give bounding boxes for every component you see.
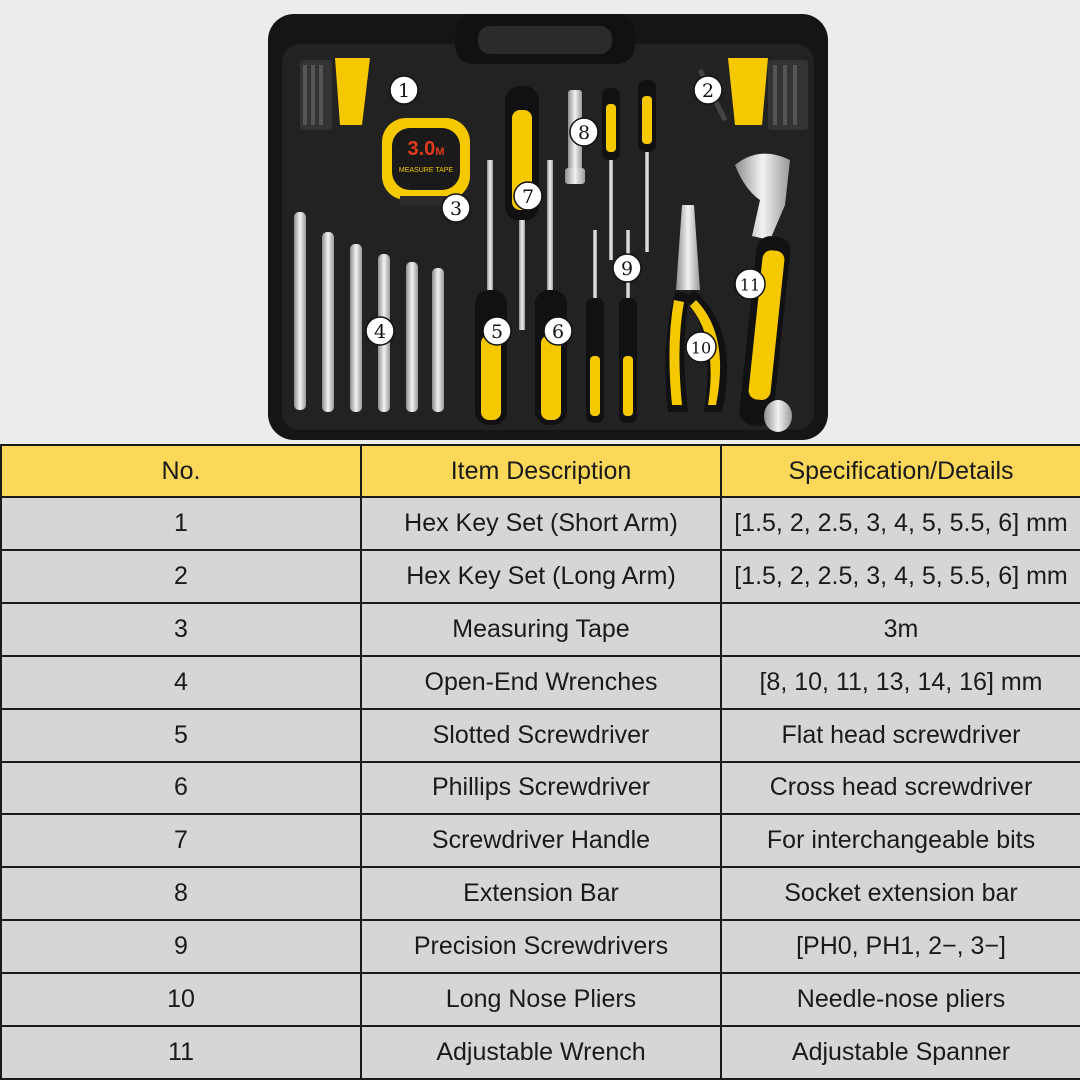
callout-7	[514, 182, 542, 210]
cell-specification: [8, 10, 11, 13, 14, 16] mm	[721, 656, 1080, 709]
table-row	[1, 550, 1080, 603]
cell-specification: [PH0, PH1, 2−, 3−]	[721, 920, 1080, 973]
cell-no: 4	[1, 656, 361, 709]
cell-no: 7	[1, 814, 361, 867]
cell-no: 10	[1, 973, 361, 1026]
callout-10	[686, 332, 716, 362]
cell-item-description: Slotted Screwdriver	[361, 709, 721, 762]
callout-6	[544, 317, 572, 345]
cell-specification: Flat head screwdriver	[721, 709, 1080, 762]
cell-specification: Needle-nose pliers	[721, 973, 1080, 1026]
svg-text:MEASURE TAPE: MEASURE TAPE	[398, 167, 454, 174]
svg-text:3: 3	[449, 198, 463, 220]
cell-item-description: Screwdriver Handle	[361, 814, 721, 867]
cell-item-description: Adjustable Wrench	[361, 1026, 721, 1079]
cell-item-description: Hex Key Set (Long Arm)	[361, 550, 721, 603]
toolkit-photo	[0, 0, 1080, 445]
cell-no: 8	[1, 867, 361, 920]
svg-text:11: 11	[739, 275, 761, 295]
cell-no: 5	[1, 709, 361, 762]
callout-11	[735, 269, 765, 299]
cell-item-description: Phillips Screwdriver	[361, 762, 721, 815]
cell-item-description: Measuring Tape	[361, 603, 721, 656]
callout-2	[694, 76, 722, 104]
table-row	[1, 762, 1080, 815]
cell-specification: Adjustable Spanner	[721, 1026, 1080, 1079]
cell-specification: Socket extension bar	[721, 867, 1080, 920]
callout-3	[442, 194, 470, 222]
callout-1	[390, 76, 418, 104]
table-body	[1, 497, 1080, 1079]
callout-4	[366, 317, 394, 345]
cell-specification: Cross head screwdriver	[721, 762, 1080, 815]
cell-no: 6	[1, 762, 361, 815]
svg-text:8: 8	[577, 122, 591, 144]
cell-no: 2	[1, 550, 361, 603]
table-header-row	[1, 445, 1080, 497]
svg-text:1: 1	[397, 80, 411, 102]
cell-no: 3	[1, 603, 361, 656]
cell-specification: 3m	[721, 603, 1080, 656]
callout-5	[483, 317, 511, 345]
svg-text:4: 4	[373, 321, 387, 343]
table-row	[1, 603, 1080, 656]
cell-no: 9	[1, 920, 361, 973]
table-row	[1, 709, 1080, 762]
table-row	[1, 1026, 1080, 1079]
cell-specification: [1.5, 2, 2.5, 3, 4, 5, 5.5, 6] mm	[721, 497, 1080, 550]
table-row	[1, 497, 1080, 550]
svg-text:6: 6	[551, 321, 565, 343]
cell-item-description: Open-End Wrenches	[361, 656, 721, 709]
cell-item-description: Precision Screwdrivers	[361, 920, 721, 973]
svg-text:10: 10	[690, 338, 712, 358]
callout-9	[613, 254, 641, 282]
table-row	[1, 920, 1080, 973]
cell-item-description: Long Nose Pliers	[361, 973, 721, 1026]
cell-no: 11	[1, 1026, 361, 1079]
svg-text:2: 2	[701, 80, 715, 102]
table-row	[1, 973, 1080, 1026]
cell-specification: [1.5, 2, 2.5, 3, 4, 5, 5.5, 6] mm	[721, 550, 1080, 603]
cell-specification: For interchangeable bits	[721, 814, 1080, 867]
svg-text:7: 7	[521, 186, 535, 208]
callout-8	[570, 118, 598, 146]
cell-no: 1	[1, 497, 361, 550]
table-row	[1, 867, 1080, 920]
cell-item-description: Extension Bar	[361, 867, 721, 920]
spec-table	[0, 444, 1080, 1080]
header-item-description: Item Description	[361, 445, 721, 497]
measuring-tape	[382, 118, 470, 206]
header-specification: Specification/Details	[721, 445, 1080, 497]
svg-text:5: 5	[490, 321, 504, 343]
svg-text:9: 9	[620, 258, 634, 280]
header-no: No.	[1, 445, 361, 497]
table-row	[1, 814, 1080, 867]
table-row	[1, 656, 1080, 709]
svg-text:3.0M: 3.0M	[407, 138, 445, 160]
cell-item-description: Hex Key Set (Short Arm)	[361, 497, 721, 550]
